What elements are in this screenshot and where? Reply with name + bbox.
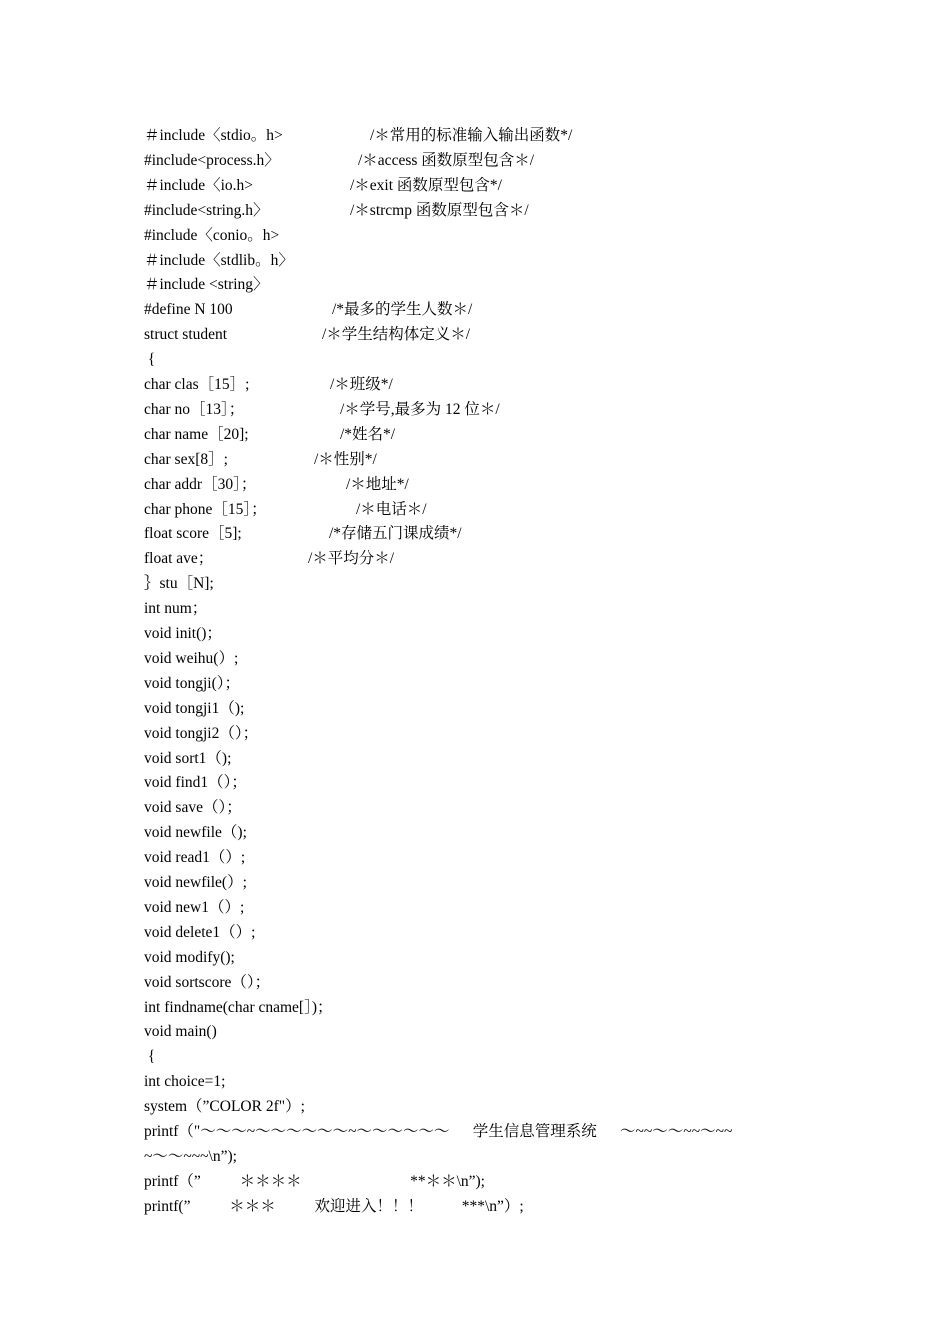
code-line — [144, 199, 844, 223]
code-line — [144, 846, 844, 870]
code-text: ＃include <string〉 — [144, 276, 269, 293]
code-line — [144, 946, 844, 970]
code-text: void new1（）; — [144, 899, 245, 916]
code-comment: /＊地址*/ — [346, 476, 409, 493]
code-comment: /＊strcmp 函数原型包含＊/ — [350, 202, 529, 219]
code-text: void tongji2（）； — [144, 725, 259, 742]
code-text: float ave； — [144, 550, 214, 567]
code-text: int num； — [144, 600, 208, 617]
code-text: int choice=1; — [144, 1073, 226, 1090]
code-line — [144, 1145, 844, 1169]
code-text: void main() — [144, 1023, 217, 1040]
code-text: void save（）； — [144, 799, 242, 816]
code-line — [144, 149, 844, 173]
code-text: void read1（）; — [144, 849, 246, 866]
code-comment: /＊平均分＊/ — [308, 550, 395, 567]
code-text: system（”COLOR 2f"）; — [144, 1098, 305, 1115]
code-line — [144, 224, 844, 248]
code-line — [144, 796, 844, 820]
code-line — [144, 348, 844, 372]
code-text: char phone［15］； — [144, 501, 267, 518]
code-text: printf(” ＊＊＊ 欢迎进入！！！ ***\n”）; — [144, 1198, 524, 1215]
code-text: char no［13］； — [144, 401, 245, 418]
code-comment: /＊exit 函数原型包含*/ — [350, 177, 502, 194]
code-text: #include<string.h〉 — [144, 202, 269, 219]
code-line — [144, 398, 844, 422]
code-comment: /＊常用的标准输入输出函数*/ — [370, 127, 573, 144]
code-text: char clas［15］; — [144, 376, 250, 393]
code-line — [144, 473, 844, 497]
code-line — [144, 697, 844, 721]
code-text: ＃include〈io.h> — [144, 177, 254, 194]
code-line — [144, 1045, 844, 1069]
code-comment: /＊电话＊/ — [356, 501, 427, 518]
code-text: ＃include〈stdlib。h〉 — [144, 252, 294, 269]
code-text: #include〈conio。h> — [144, 227, 280, 244]
code-text: { — [144, 351, 156, 368]
code-line — [144, 498, 844, 522]
code-text: struct student — [144, 326, 228, 343]
code-line — [144, 647, 844, 671]
code-text: char name［20]; — [144, 426, 249, 443]
code-text: void modify(); — [144, 949, 235, 966]
code-line — [144, 1170, 844, 1194]
code-text: { — [144, 1048, 156, 1065]
code-text: void newfile（); — [144, 824, 247, 841]
code-text: char sex[8］; — [144, 451, 228, 468]
code-text: printf（” ＊＊＊＊ **＊＊\n”); — [144, 1173, 485, 1190]
code-line — [144, 896, 844, 920]
code-text: void sort1（); — [144, 750, 232, 767]
code-line — [144, 672, 844, 696]
code-line — [144, 423, 844, 447]
code-text: #define N 100 — [144, 301, 233, 318]
code-text: void init()； — [144, 625, 222, 642]
code-comment: /*最多的学生人数＊/ — [332, 301, 473, 318]
code-line — [144, 1070, 844, 1094]
code-line — [144, 597, 844, 621]
code-text: ｝stu［N]; — [144, 575, 214, 592]
code-line — [144, 1120, 844, 1144]
code-text: printf（"～～～~～～～～～～~～～～～～～ 学生信息管理系统 ～~~～～~~～~~ — [144, 1123, 733, 1140]
code-comment: /＊学生结构体定义＊/ — [322, 326, 471, 343]
code-text: void sortscore（）； — [144, 974, 271, 991]
code-text: void weihu(）; — [144, 650, 239, 667]
code-line — [144, 298, 844, 322]
code-line — [144, 522, 844, 546]
code-line — [144, 547, 844, 571]
code-line — [144, 1020, 844, 1044]
code-line — [144, 747, 844, 771]
code-line — [144, 1095, 844, 1119]
code-line — [144, 821, 844, 845]
code-line — [144, 174, 844, 198]
code-text: void tongji(）； — [144, 675, 241, 692]
code-comment: /*姓名*/ — [340, 426, 396, 443]
code-line — [144, 273, 844, 297]
code-comment: /＊学号,最多为 12 位＊/ — [340, 401, 500, 418]
code-line — [144, 722, 844, 746]
code-text: char addr［30］； — [144, 476, 257, 493]
code-comment: /＊班级*/ — [330, 376, 393, 393]
code-text: void tongji1（); — [144, 700, 245, 717]
code-comment: /＊access 函数原型包含＊/ — [358, 152, 535, 169]
code-text: void find1（）； — [144, 774, 247, 791]
code-line — [144, 622, 844, 646]
code-line — [144, 971, 844, 995]
code-text: ~～～~~~\n”); — [144, 1148, 237, 1165]
code-line — [144, 124, 844, 148]
code-line — [144, 448, 844, 472]
code-text: #include<process.h〉 — [144, 152, 280, 169]
code-line — [144, 921, 844, 945]
code-line — [144, 249, 844, 273]
code-text: int findname(char cname[］)； — [144, 999, 333, 1016]
code-line — [144, 373, 844, 397]
code-text: void delete1（）; — [144, 924, 256, 941]
code-comment: /＊性别*/ — [314, 451, 377, 468]
code-line — [144, 771, 844, 795]
code-comment: /*存储五门课成绩*/ — [329, 525, 462, 542]
code-text: void newfile(）; — [144, 874, 247, 891]
code-text: ＃include〈stdio。h> — [144, 127, 283, 144]
code-line — [144, 1195, 844, 1219]
code-line — [144, 572, 844, 596]
code-line — [144, 323, 844, 347]
code-text: float score［5]; — [144, 525, 242, 542]
code-line — [144, 996, 844, 1020]
code-line — [144, 871, 844, 895]
